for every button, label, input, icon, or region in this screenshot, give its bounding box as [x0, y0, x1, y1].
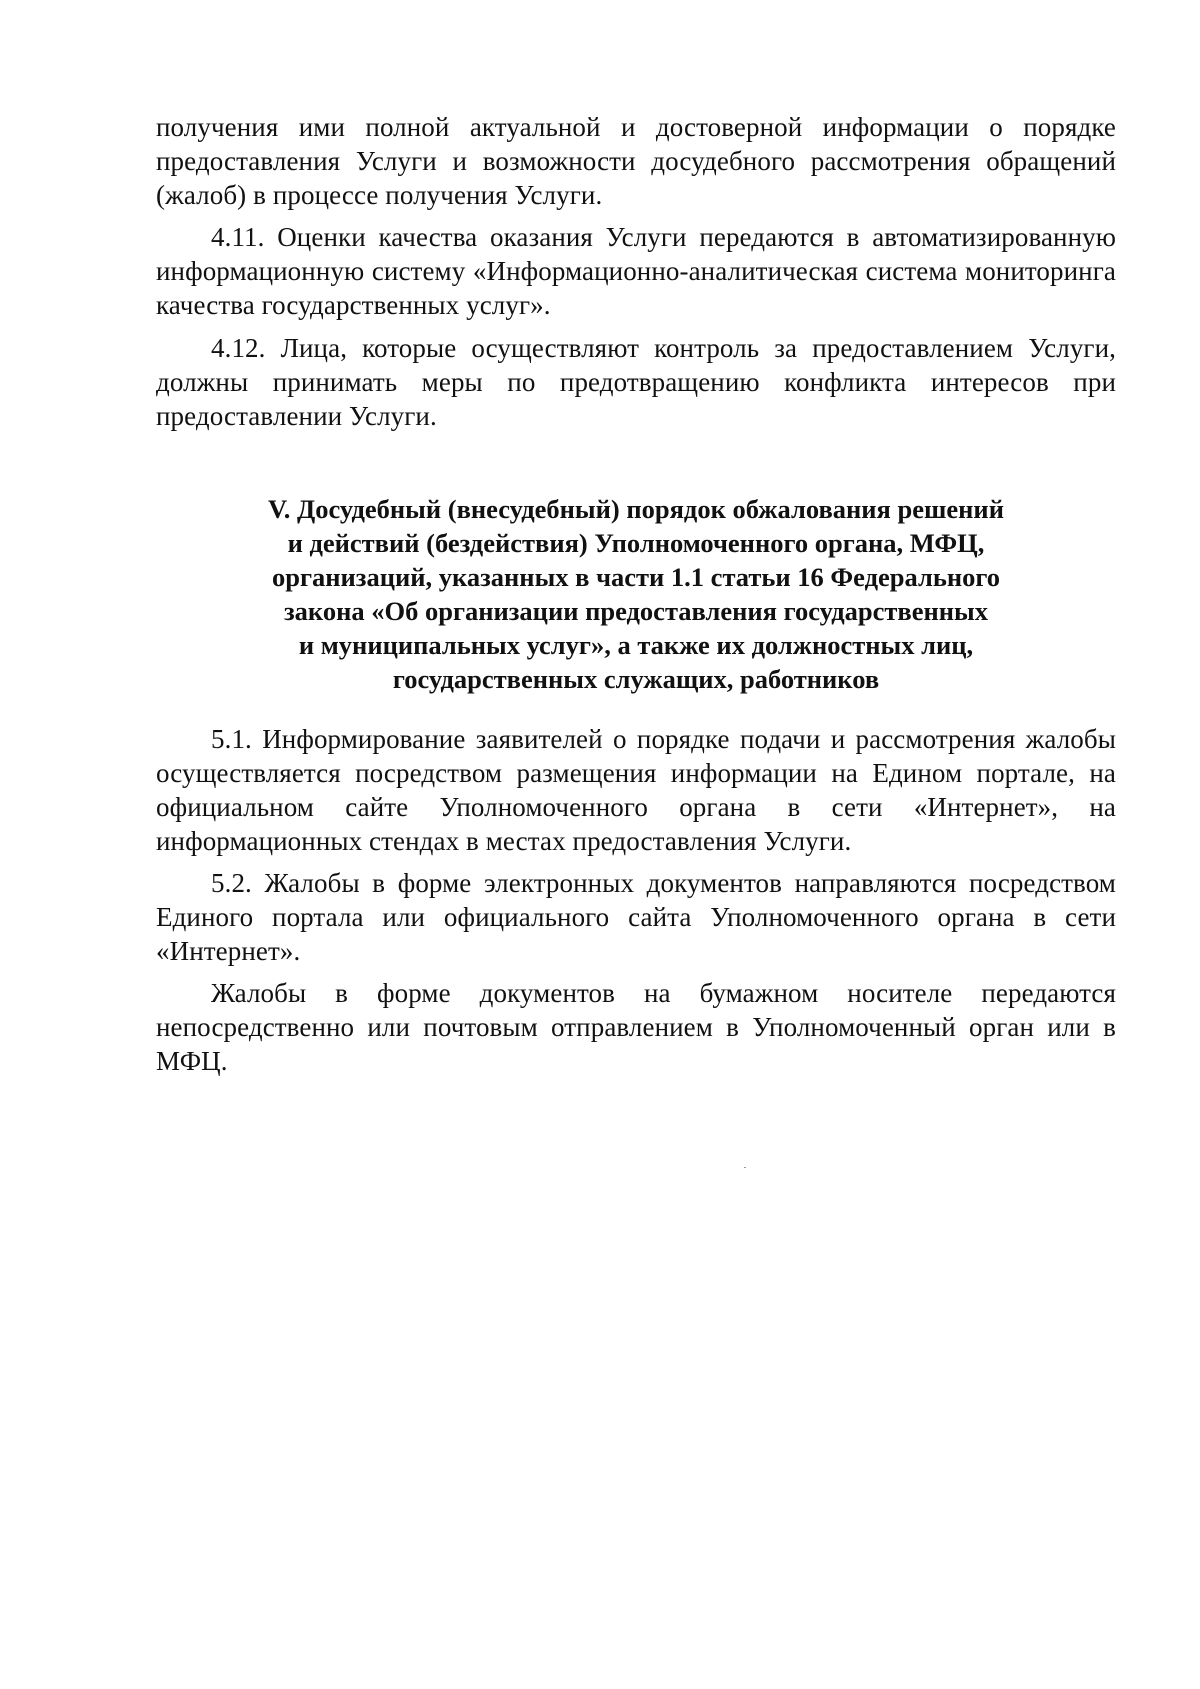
- heading-line: закона «Об организации предоставления государственных: [284, 596, 988, 626]
- heading-line: и муниципальных услуг», а также их должностных лиц,: [298, 630, 974, 660]
- scan-speck: [744, 1167, 746, 1168]
- heading-line: организаций, указанных в части 1.1 статьи 16 Федерального: [272, 562, 1000, 592]
- section-v-heading: [156, 492, 1116, 696]
- heading-line: государственных служащих, работников: [392, 664, 880, 694]
- paragraph-5-1: 5.1. Информирование заявителей о порядке подачи и рассмотрения жалобы осуществляется посредством размещения информации на Едином портале, на официальном сайте Уполномоченного органа в сети «Интернет», на информационных стендах в местах предоставления Услуги.: [156, 724, 1116, 856]
- paragraph-4-11: 4.11. Оценки качества оказания Услуги передаются в автоматизированную информационную систему «Информационно-аналитическая система мониторинга качества государственных услуг».: [156, 222, 1116, 320]
- paragraph-paper-complaints: Жалобы в форме документов на бумажном носителе передаются непосредственно или почтовым отправлением в Уполномоченный орган или в МФЦ.: [156, 978, 1116, 1076]
- paragraph-4-12: 4.12. Лица, которые осуществляют контроль за предоставлением Услуги, должны принимать меры по предотвращению конфликта интересов при предоставлении Услуги.: [156, 333, 1116, 431]
- paragraph-5-2: 5.2. Жалобы в форме электронных документов направляются посредством Единого портала или официального сайта Уполномоченного органа в сети «Интернет».: [156, 868, 1116, 966]
- heading-line: и действий (бездействия) Уполномоченного органа, МФЦ,: [287, 528, 985, 558]
- heading-line: V. Досудебный (внесудебный) порядок обжалования решений: [268, 494, 1004, 524]
- paragraph-continuation: получения ими полной актуальной и достоверной информации о порядке предоставления Услуги и возможности досудебного рассмотрения обращений (жалоб) в процессе получения Услуги.: [156, 112, 1116, 210]
